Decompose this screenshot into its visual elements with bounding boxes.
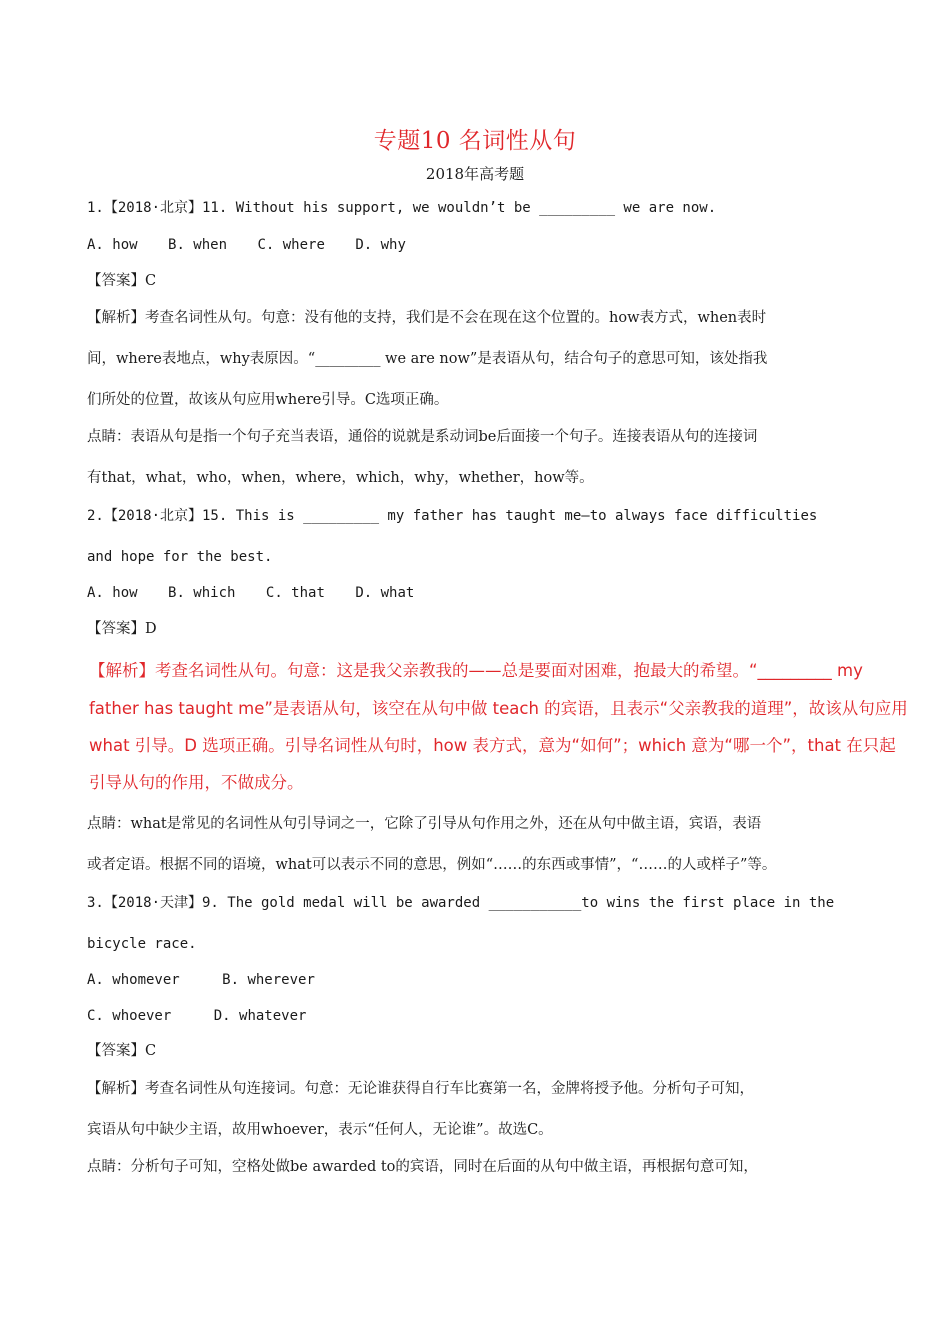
option-d: D. what bbox=[355, 585, 415, 601]
option-a: A. whomever bbox=[87, 972, 180, 988]
question-3-stem-line: bicycle race. bbox=[87, 936, 197, 952]
option-a: A. how bbox=[87, 585, 138, 601]
question-1-analysis-line: 们所处的位置，故该从句应用where引导。C选项正确。 bbox=[87, 392, 449, 408]
question-3-options-row bbox=[87, 1006, 328, 1026]
question-3-analysis-line: 【解析】考查名词性从句连接词。句意：无论谁获得自行车比赛第一名，金牌将授予他。分析句子可知， bbox=[87, 1081, 754, 1097]
option-a: A. how bbox=[87, 237, 138, 253]
question-2-tip-line: 或者定语。根据不同的语境，what可以表示不同的意思，例如“……的东西或事情”，“……的人或样子”等。 bbox=[87, 857, 777, 873]
question-1-analysis-line: 【解析】考查名词性从句。句意：没有他的支持，我们是不会在现在这个位置的。how表方式，when表时 bbox=[87, 310, 767, 326]
question-3-stem-line: 3.【2018·天津】9. The gold medal will be awarded ___________to wins the first place in the bbox=[87, 895, 835, 911]
page-title: 专题10 名词性从句 bbox=[373, 128, 577, 154]
option-d: D. why bbox=[355, 237, 406, 253]
option-c: C. whoever bbox=[87, 1008, 172, 1024]
question-2-tip-line: 点睛：what是常见的名词性从句引导词之一，它除了引导从句作用之外，还在从句中做主语，宾语，表语 bbox=[87, 816, 762, 832]
question-2-answer: 【答案】D bbox=[87, 621, 157, 637]
question-3-analysis-line: 宾语从句中缺少主语，故用whoever，表示“任何人，无论谁”。故选C。 bbox=[87, 1122, 553, 1138]
question-1-tip-line: 有that，what，who，when，where，which，why，whether，how等。 bbox=[87, 470, 594, 486]
option-d: D. whatever bbox=[213, 1008, 307, 1024]
question-2-analysis-line: what 引导。D 选项正确。引导名词性从句时，how 表方式，意为“如何”；which 意为“哪一个”，that 在只起 bbox=[89, 736, 896, 755]
question-3-options-row bbox=[87, 970, 337, 990]
question-1-answer: 【答案】C bbox=[87, 273, 157, 289]
question-2-analysis-line: 【解析】考查名词性从句。句意：这是我父亲教我的——总是要面对困难，抱最大的希望。“_________ my bbox=[89, 661, 863, 680]
option-b: B. when bbox=[168, 237, 228, 253]
option-b: B. wherever bbox=[222, 972, 315, 988]
question-2-analysis-line: father has taught me”是表语从句，该空在从句中做 teach 的宾语，且表示“父亲教我的道理”，故该从句应用 bbox=[89, 699, 908, 718]
question-3-answer: 【答案】C bbox=[87, 1043, 157, 1059]
option-c: C. where bbox=[257, 237, 325, 253]
question-2-stem-line: and hope for the best. bbox=[87, 549, 273, 565]
question-2-stem-line: 2.【2018·北京】15. This is _________ my father has taught me—to always face difficulties bbox=[87, 508, 818, 524]
question-1-tip-line: 点睛：表语从句是指一个句子充当表语，通俗的说就是系动词be后面接一个句子。连接表语从句的连接词 bbox=[87, 429, 758, 445]
question-2-analysis-line: 引导从句的作用，不做成分。 bbox=[89, 773, 304, 792]
page-subtitle: 2018年高考题 bbox=[425, 165, 525, 183]
option-c: C. that bbox=[265, 585, 325, 601]
question-3-tip-line: 点睛：分析句子可知，空格处做be awarded to的宾语，同时在后面的从句中做主语，再根据句意可知， bbox=[87, 1159, 758, 1175]
question-1-options bbox=[87, 235, 428, 255]
question-1-analysis-line: 间，where表地点，why表原因。“_________ we are now”是表语从句，结合句子的意思可知，该处指我 bbox=[87, 351, 768, 367]
question-1-stem: 1.【2018·北京】11. Without his support, we wouldn’t be _________ we are now. bbox=[87, 200, 717, 216]
question-2-options bbox=[87, 583, 436, 603]
option-b: B. which bbox=[168, 585, 236, 601]
